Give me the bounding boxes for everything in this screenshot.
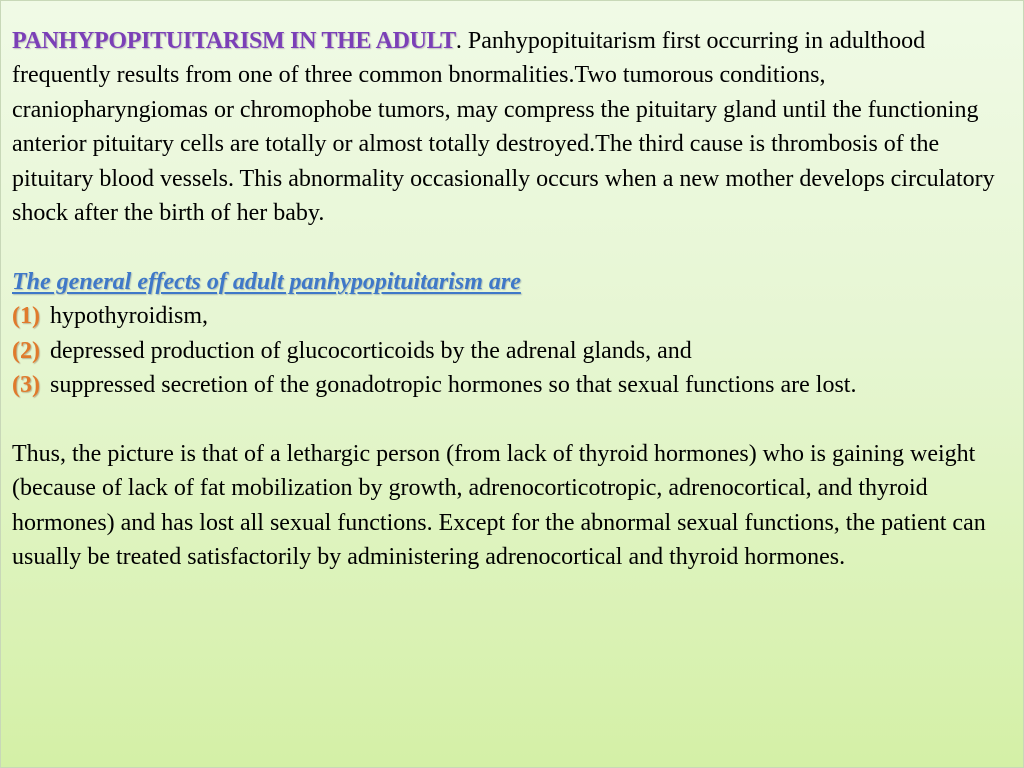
spacer [12,402,1018,436]
intro-heading: PANHYPOPITUITARISM IN THE ADULT [12,28,456,54]
intro-paragraph [12,24,1018,230]
effects-title-line [12,265,1018,299]
effect-text-2: depressed production of glucocorticoids by the adrenal glands, and [43,337,692,364]
effect-marker-1: (1) [12,303,40,330]
effect-item-1 [12,299,1018,333]
conclusion-text: Thus, the picture is that of a lethargic person (from lack of thyroid hormones) who is gaining weight (because of lack of fat mobilization by growth, adrenocorticotropic, adrenocortical, and thyroid hormones) and has lost all sexual functions. Except for the abnormal sexual functions, the patient can usually be treated satisfactorily by administering adrenocortical and thyroid hormones. [12,440,986,571]
effect-marker-3: (3) [12,372,40,399]
effect-item-2 [12,334,1018,368]
intro-heading-punct: . [455,28,462,54]
effect-marker-2: (2) [12,337,40,364]
effect-text-1: hypothyroidism, [43,303,208,330]
intro-body: Panhypopituitarism first occurring in adulthood frequently results from one of three common bnormalities.Two tumorous conditions, craniopharyngiomas or chromophobe tumors, may compress the pituitary gland until the functioning anterior pituitary cells are totally or almost totally destroyed.The third cause is thrombosis of the pituitary blood vessels. This abnormality occasionally occurs when a new mother develops circulatory shock after the birth of her baby. [12,28,995,227]
effect-item-3 [12,368,1018,402]
spacer [12,230,1018,264]
conclusion-paragraph [12,437,1018,575]
effect-text-3: suppressed secretion of the gonadotropic hormones so that sexual functions are lost. [43,372,857,399]
effects-title: The general effects of adult panhypopituitarism are [12,268,521,295]
slide-content [12,24,1018,574]
